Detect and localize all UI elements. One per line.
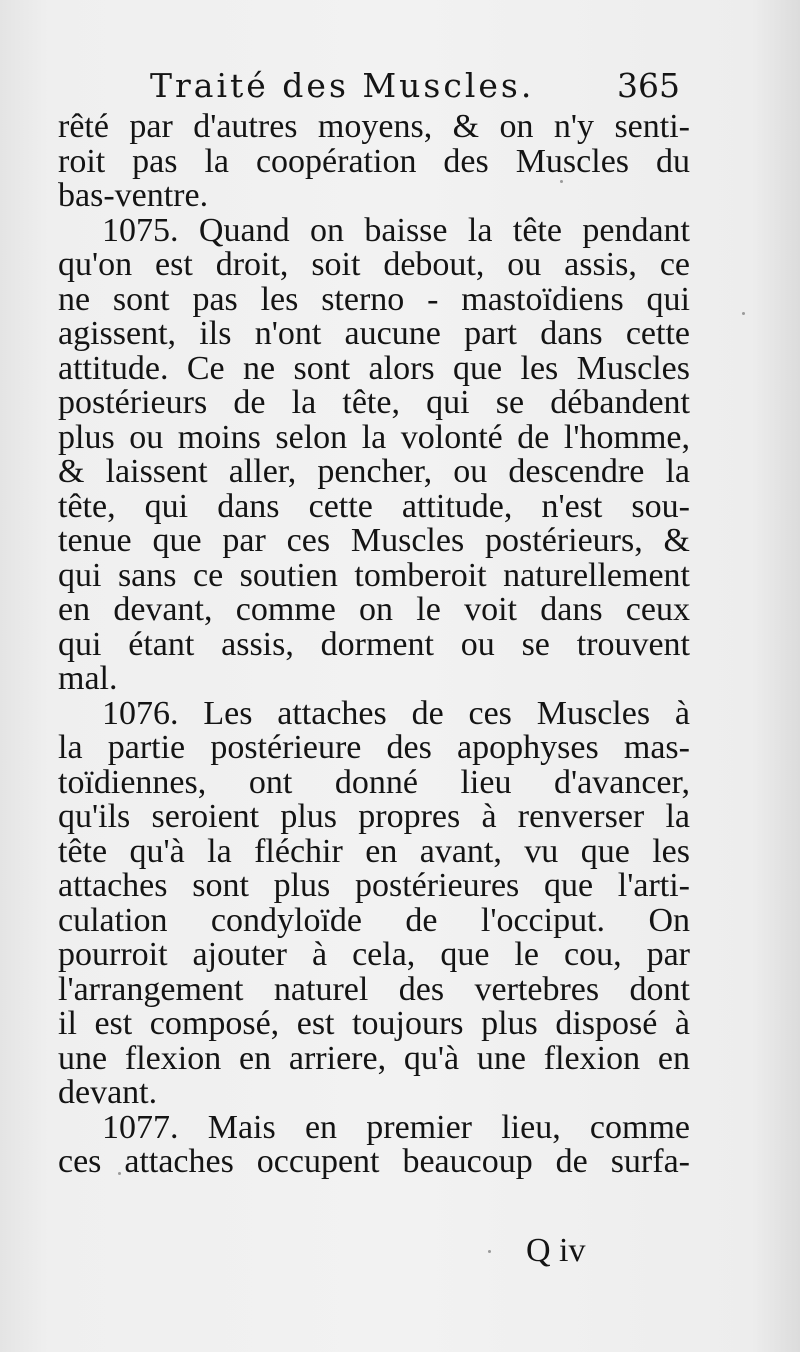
text-line: qu'ils seroient plus propres à renverser la (58, 798, 690, 835)
text-line: qui étant assis, dorment ou se trouvent (58, 625, 690, 663)
text-line: tenue que par ces Muscles postérieurs, & (58, 522, 690, 559)
page-number: 365 (617, 66, 680, 105)
text-line: roit pas la coopération des Muscles du (58, 142, 690, 180)
text-line: tête, qui dans cette attitude, n'est sou- (58, 487, 690, 525)
text-line: toïdiennes, ont donné lieu d'avancer, (58, 763, 690, 801)
text-line: une flexion en arriere, qu'à une flexion en (58, 1039, 690, 1077)
text-line: & laissent aller, pencher, ou descendre la (58, 453, 690, 490)
text-line: attaches sont plus postérieures que l'arti- (58, 867, 690, 904)
text-line: tête qu'à la fléchir en avant, vu que les (58, 832, 690, 870)
paragraph-1075-start: 1075. Quand on baisse la tête pendant (102, 211, 690, 249)
text-line: ces attaches occupent beaucoup de surfa- (58, 1143, 690, 1180)
paragraph-1076-start: 1076. Les attaches de ces Muscles à (102, 694, 690, 732)
text-line: qu'on est droit, soit debout, ou assis, ce (58, 246, 690, 283)
text-line: plus ou moins selon la volonté de l'homme, (58, 418, 690, 456)
paper-speck (488, 1250, 491, 1253)
paper-speck (742, 312, 745, 315)
text-line: agissent, ils n'ont aucune part dans cette (58, 315, 690, 352)
text-line: l'arrangement naturel des vertebres dont (58, 970, 690, 1008)
text-line: qui sans ce soutien tomberoit naturellement (58, 556, 690, 594)
paragraph-1077-start: 1077. Mais en premier lieu, comme (102, 1108, 690, 1146)
running-title: Traité des Muscles. (150, 66, 535, 105)
text-line: il est composé, est toujours plus disposé à (58, 1005, 690, 1042)
text-line: attitude. Ce ne sont alors que les Muscles (58, 349, 690, 387)
text-line: la partie postérieure des apophyses mas- (58, 729, 690, 766)
body-text (58, 110, 690, 1180)
text-line: devant. (58, 1074, 158, 1111)
running-head (150, 64, 680, 108)
text-line: culation condyloïde de l'occiput. On (58, 901, 690, 939)
text-line: en devant, comme on le voit dans ceux (58, 591, 690, 628)
signature-mark: Q iv (526, 1232, 586, 1269)
text-line: ne sont pas les sterno - mastoïdiens qui (58, 280, 690, 318)
text-line: mal. (58, 660, 118, 697)
text-line: bas-ventre. (58, 177, 209, 214)
text-line: rêté par d'autres moyens, & on n'y senti- (58, 108, 690, 145)
text-line: pourroit ajouter à cela, que le cou, par (58, 936, 690, 973)
text-line: postérieurs de la tête, qui se débandent (58, 384, 690, 421)
